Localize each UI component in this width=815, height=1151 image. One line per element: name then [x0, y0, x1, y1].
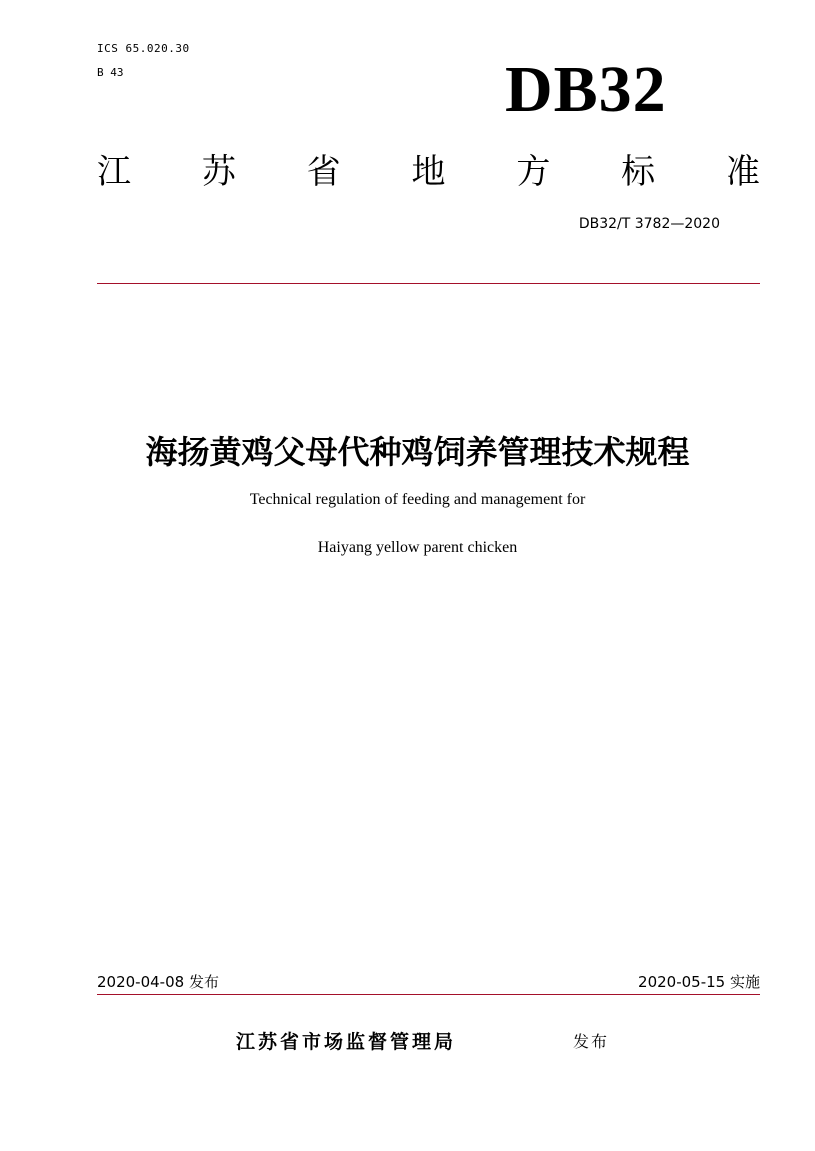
implement-date: 2020-05-15 实施: [638, 973, 760, 991]
standard-type-char: 苏: [201, 152, 236, 192]
standard-type-char: 标: [621, 152, 656, 192]
top-divider: [97, 283, 760, 284]
standard-type-char: 准: [725, 152, 760, 192]
classification-code: B 43: [97, 66, 124, 79]
ics-code: ICS 65.020.30: [97, 42, 190, 55]
standard-type-char: 省: [306, 152, 341, 192]
publish-date: 2020-04-08 发布: [97, 973, 219, 991]
standard-code-logo: DB32: [505, 53, 667, 126]
document-title-english-line1: Technical regulation of feeding and management for: [249, 491, 586, 508]
standard-type-heading: [97, 148, 760, 196]
document-title-chinese: 海扬黄鸡父母代种鸡饲养管理技术规程: [145, 433, 690, 471]
standard-type-char: 地: [411, 152, 446, 192]
document-title-english-line2: Haiyang yellow parent chicken: [317, 539, 518, 556]
issuing-authority: 江苏省市场监督管理局: [236, 1031, 457, 1053]
standard-number: DB32/T 3782—2020: [578, 216, 720, 232]
standard-type-char: 江: [97, 152, 131, 192]
bottom-divider: [97, 994, 760, 995]
standard-type-char: 方: [516, 152, 551, 192]
issuing-action: 发布: [573, 1032, 610, 1051]
